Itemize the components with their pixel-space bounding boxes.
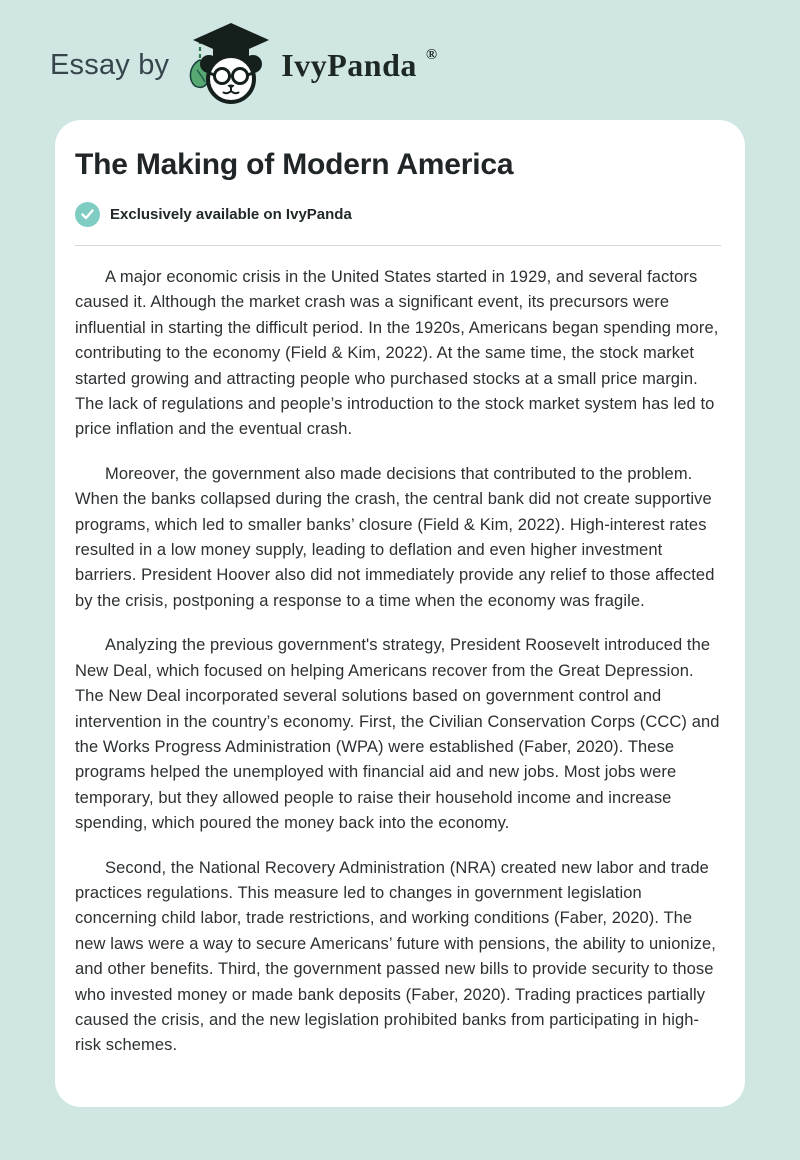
panda-graduate-icon [185, 22, 273, 109]
essay-paragraph-3: Analyzing the previous government's strategy, President Roosevelt introduced the New Deal, which focused on helping Americans recover from the Great Depression. The New Deal incorporated several solutions based on government control and intervention in the country’s economy. First, the Civilian Conservation Corps (CCC) and the Works Progress Administration (WPA) were established (Faber, 2020). These programs helped the unemployed with financial aid and new jobs. Most jobs were temporary, but they allowed people to raise their household income and increase spending, which poured the money back into the economy. [75, 636, 720, 833]
essay-paragraph-1: A major economic crisis in the United States started in 1929, and several factors caused it. Although the market crash was a significant event, its precursors were influential in starting the difficult period. In the 1920s, Americans began spending more, contributing to the economy (Field & Kim, 2022). At the same time, the stock market started growing and attracting people who purchased stocks at a small price margin. The lack of regulations and people’s introduction to the stock market system has led to price inflation and the eventual crash. [75, 268, 719, 439]
ivypanda-logo[interactable] [185, 22, 436, 109]
essay-paragraph-4: Second, the National Recovery Administration (NRA) created new labor and trade practices regulations. This measure led to changes in government legislation concerning child labor, trade restrictions, and working conditions (Faber, 2020). The new laws were a way to secure Americans’ future with pensions, the ability to unionize, and other benefits. Third, the government passed new bills to provide security to those who invested money or made bank deposits (Faber, 2020). Trading practices partially caused the crisis, and the new legislation prohibited banks from participating in high-risk schemes. [75, 858, 716, 1055]
check-icon [75, 202, 100, 227]
divider [75, 245, 721, 246]
page-header [0, 0, 800, 94]
brand-name: IvyPanda [281, 46, 417, 83]
page-title: The Making of Modern America [75, 148, 514, 181]
essay-body [75, 265, 721, 1059]
essay-card [55, 120, 745, 1107]
registered-trademark: ® [425, 46, 438, 63]
badge-label: Exclusively available on IvyPanda [110, 206, 352, 223]
exclusive-badge [75, 202, 721, 227]
essay-by-label: Essay by [50, 48, 170, 81]
essay-paragraph-2: Moreover, the government also made decisions that contributed to the problem. When the banks collapsed during the crash, the central bank did not create supportive programs, which led to smaller banks’ closure (Field & Kim, 2022). High-interest rates resulted in a low money supply, leading to deflation and even higher investment barriers. President Hoover also did not immediately provide any relief to those affected by the crisis, postponing a response to a time when the economy was fragile. [75, 464, 715, 610]
